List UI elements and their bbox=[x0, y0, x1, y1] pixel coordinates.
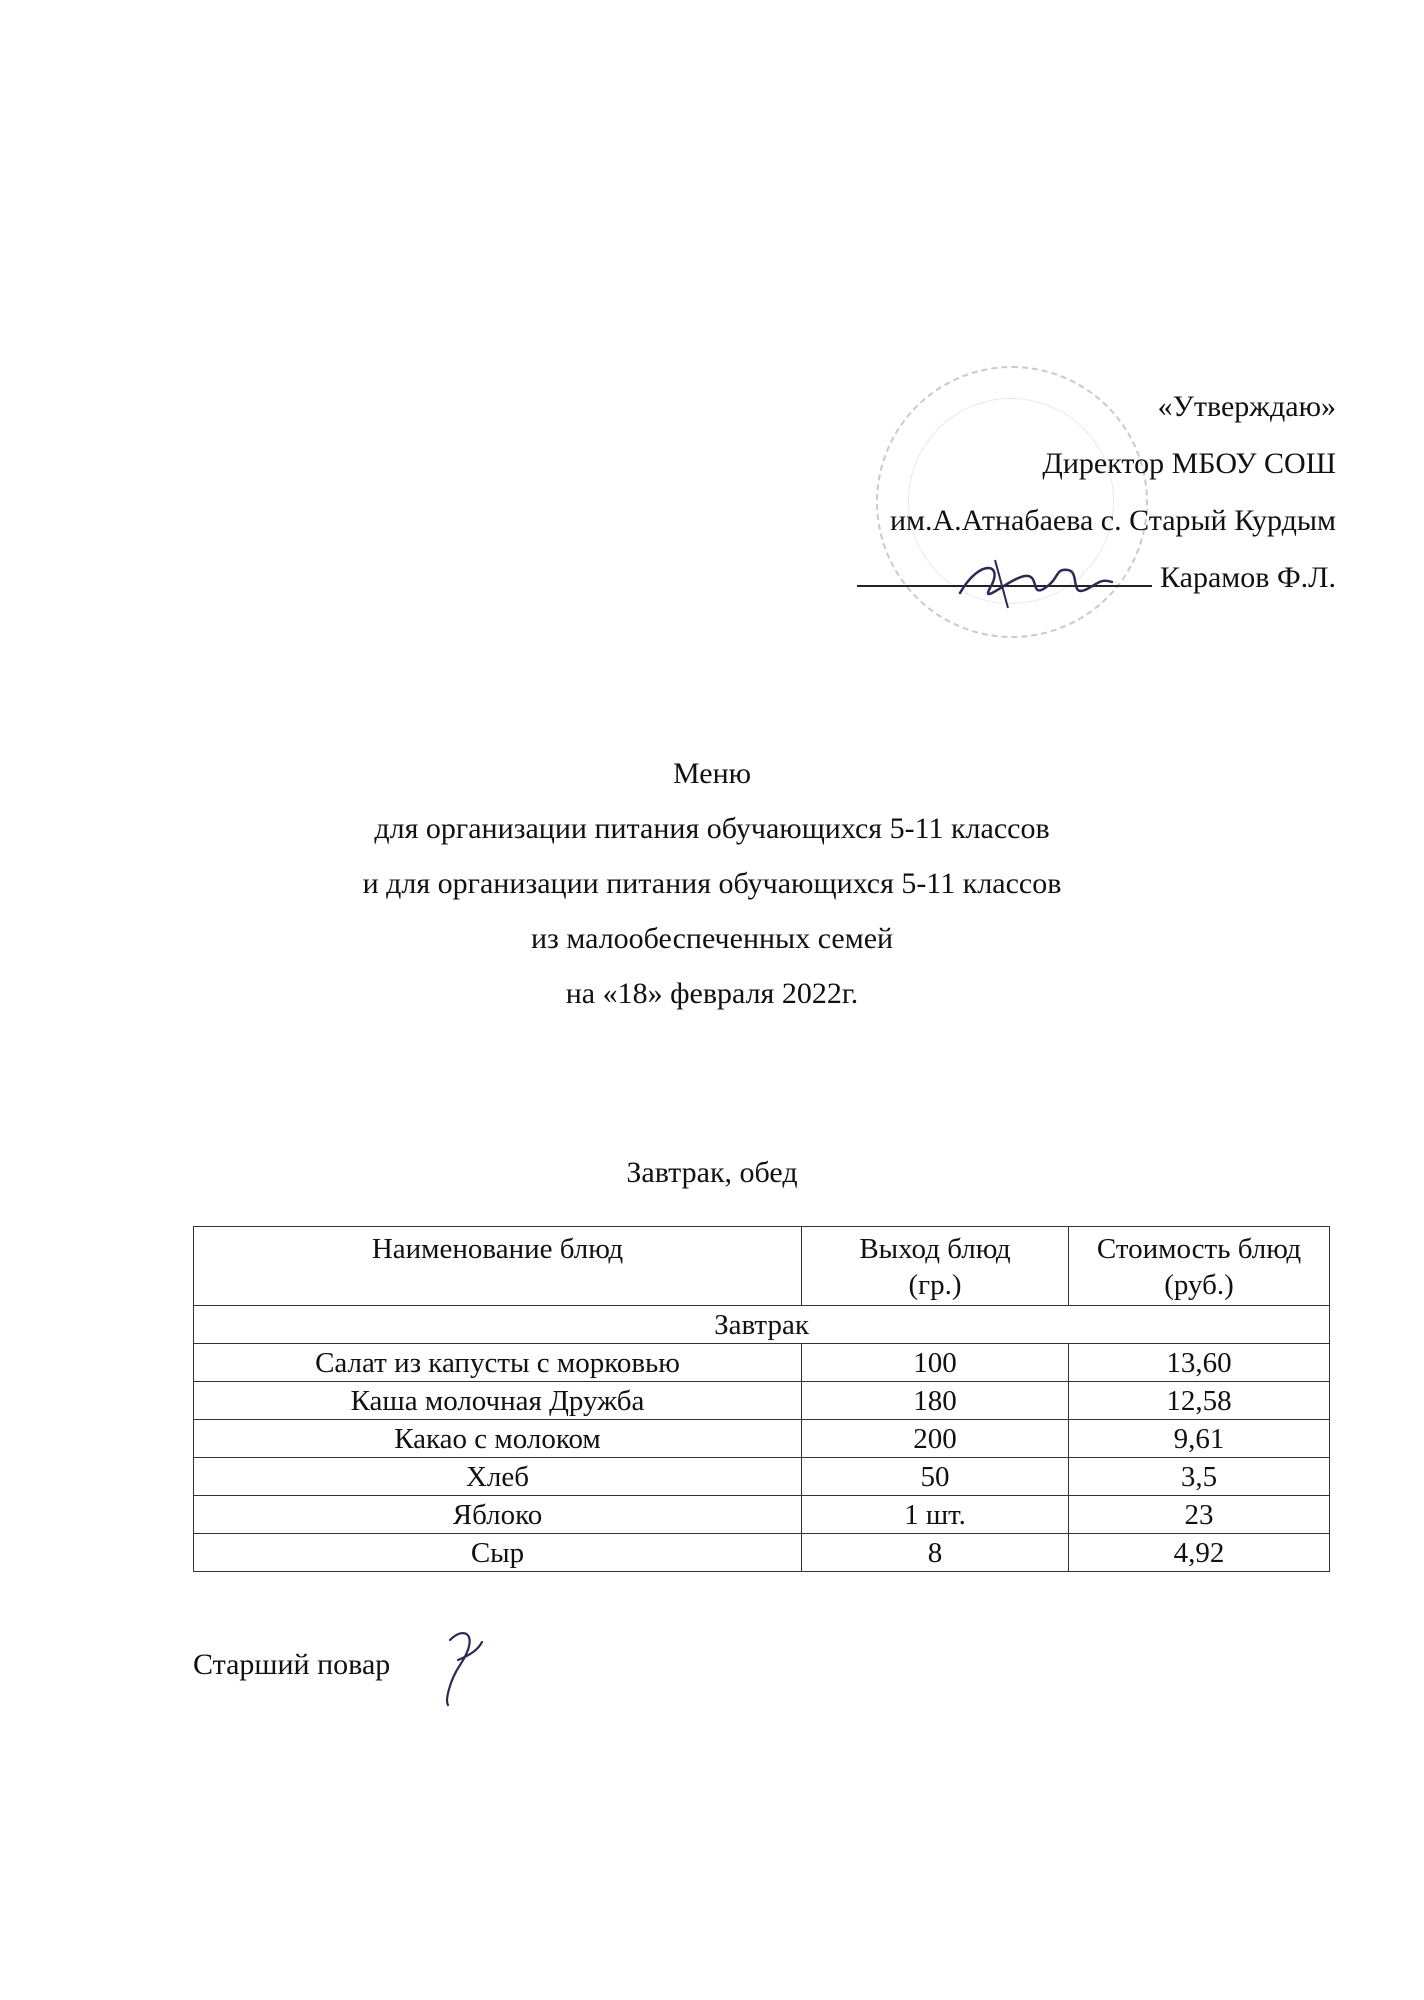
dish-name: Каша молочная Дружба bbox=[194, 1382, 802, 1420]
cook-signature bbox=[430, 1620, 490, 1710]
header-yield-line2: (гр.) bbox=[908, 1269, 962, 1301]
table-row bbox=[194, 1420, 1330, 1458]
footer-role: Старший повар bbox=[193, 1648, 391, 1681]
menu-subtitle-3: из малообеспеченных семей bbox=[530, 922, 894, 955]
dish-cost: 4,92 bbox=[1069, 1534, 1330, 1572]
menu-subtitle-1: для организации питания обучающихся 5-11 классов bbox=[374, 812, 1050, 845]
table-row bbox=[194, 1496, 1330, 1534]
table-row bbox=[194, 1534, 1330, 1572]
group-breakfast: Завтрак bbox=[194, 1306, 1330, 1344]
dish-yield: 200 bbox=[802, 1420, 1069, 1458]
dish-cost: 23 bbox=[1069, 1496, 1330, 1534]
header-yield bbox=[802, 1227, 1069, 1306]
menu-title: Меню bbox=[672, 757, 752, 790]
dish-yield: 1 шт. bbox=[802, 1496, 1069, 1534]
dish-yield: 50 bbox=[802, 1458, 1069, 1496]
table-row bbox=[194, 1344, 1330, 1382]
menu-date: на «18» февраля 2022г. bbox=[565, 977, 859, 1010]
approval-heading: «Утверждаю» bbox=[1157, 390, 1336, 423]
dish-name: Сыр bbox=[194, 1534, 802, 1572]
section-title: Завтрак, обед bbox=[626, 1156, 798, 1189]
header-cost-line1: Стоимость блюд bbox=[1096, 1233, 1302, 1265]
dish-yield: 100 bbox=[802, 1344, 1069, 1382]
menu-table bbox=[193, 1226, 1330, 1572]
dish-yield: 180 bbox=[802, 1382, 1069, 1420]
dish-cost: 9,61 bbox=[1069, 1420, 1330, 1458]
dish-name: Какао с молоком bbox=[194, 1420, 802, 1458]
dish-cost: 13,60 bbox=[1069, 1344, 1330, 1382]
dish-name: Салат из капусты с морковью bbox=[194, 1344, 802, 1382]
table-row bbox=[194, 1458, 1330, 1496]
director-signature bbox=[950, 548, 1120, 618]
dish-yield: 8 bbox=[802, 1534, 1069, 1572]
table-header-row bbox=[194, 1227, 1330, 1306]
menu-title-block bbox=[0, 746, 1424, 1021]
table-group-row bbox=[194, 1306, 1330, 1344]
dish-name: Яблоко bbox=[194, 1496, 802, 1534]
approval-position: Директор МБОУ СОШ bbox=[1042, 447, 1336, 480]
table-row bbox=[194, 1382, 1330, 1420]
dish-cost: 12,58 bbox=[1069, 1382, 1330, 1420]
header-yield-line1: Выход блюд bbox=[859, 1233, 1011, 1265]
approval-school: им.А.Атнабаева с. Старый Курдым bbox=[889, 504, 1336, 537]
dish-name: Хлеб bbox=[194, 1458, 802, 1496]
header-cost bbox=[1069, 1227, 1330, 1306]
dish-cost: 3,5 bbox=[1069, 1458, 1330, 1496]
menu-subtitle-2: и для организации питания обучающихся 5-11 классов bbox=[362, 867, 1062, 900]
header-cost-line2: (руб.) bbox=[1164, 1269, 1234, 1301]
header-dish-name: Наименование блюд bbox=[194, 1227, 802, 1306]
director-name: Карамов Ф.Л. bbox=[1160, 561, 1336, 594]
